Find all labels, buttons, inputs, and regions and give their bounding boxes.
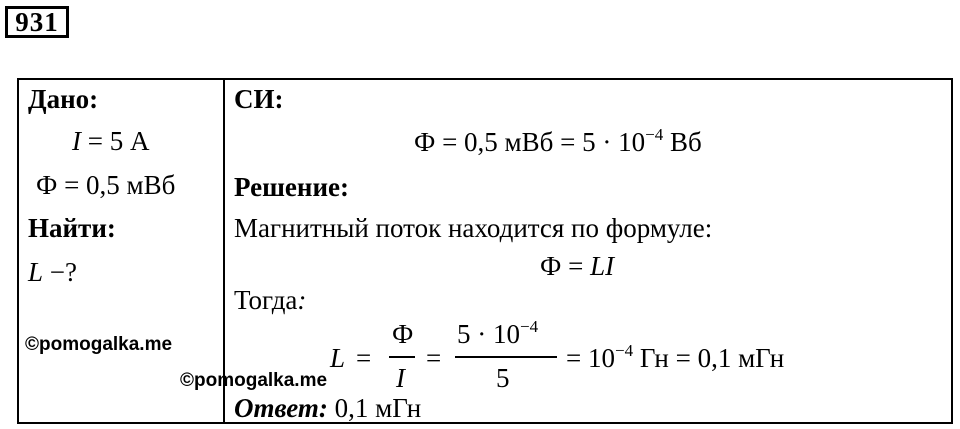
watermark: ©pomogalka.me [25,334,173,355]
fraction2-bar [455,356,557,358]
find-item [28,257,77,287]
then-label [234,285,306,315]
current-value: = 5 А [81,126,150,156]
fraction2-numerator-main: 5 · 10 [457,319,520,349]
fraction2-denominator: 5 [496,363,510,393]
given-heading: Дано: [28,84,99,114]
result-exponent: −4 [614,341,634,360]
flux-formula-lhs: Ф = [540,251,591,281]
find-question: −? [43,257,77,287]
watermark: ©pomogalka.me [180,370,328,391]
si-conversion-unit: Вб [663,127,702,157]
problem-number: 931 [5,6,69,38]
equation-eq-2: = [426,343,442,373]
si-conversion-main: Ф = 0,5 мВб = 5 · 10 [414,127,646,157]
current-symbol: I [72,126,81,156]
fraction1-numerator: Ф [392,319,414,349]
fraction1-denominator: I [396,363,405,393]
fraction2-numerator [457,319,538,349]
fraction2-numerator-exponent: −4 [520,317,539,336]
flux-formula [540,251,614,281]
equation-eq-1: = [356,343,372,373]
given-current [72,126,149,156]
then-word: Тогда [234,285,298,315]
si-conversion-exponent: −4 [645,125,664,144]
answer [234,393,421,423]
result-rest: Гн = 0,1 мГн [633,343,785,373]
find-heading: Найти: [28,213,116,243]
solution-heading: Решение: [234,172,349,202]
si-conversion [414,127,702,157]
solution-sentence: Магнитный поток находится по формуле: [234,213,713,243]
find-symbol: L [28,257,44,287]
equation-lhs: L [330,343,346,373]
si-heading: СИ: [234,84,284,114]
flux-formula-rhs: LI [590,251,615,281]
given-flux: Ф = 0,5 мВб [36,170,176,200]
answer-value: 0,1 мГн [327,393,422,423]
fraction1-bar [389,356,415,358]
equation-result [566,343,784,373]
answer-label: Ответ: [234,393,328,423]
then-colon: : [297,285,307,315]
result-main: = 10 [566,343,615,373]
